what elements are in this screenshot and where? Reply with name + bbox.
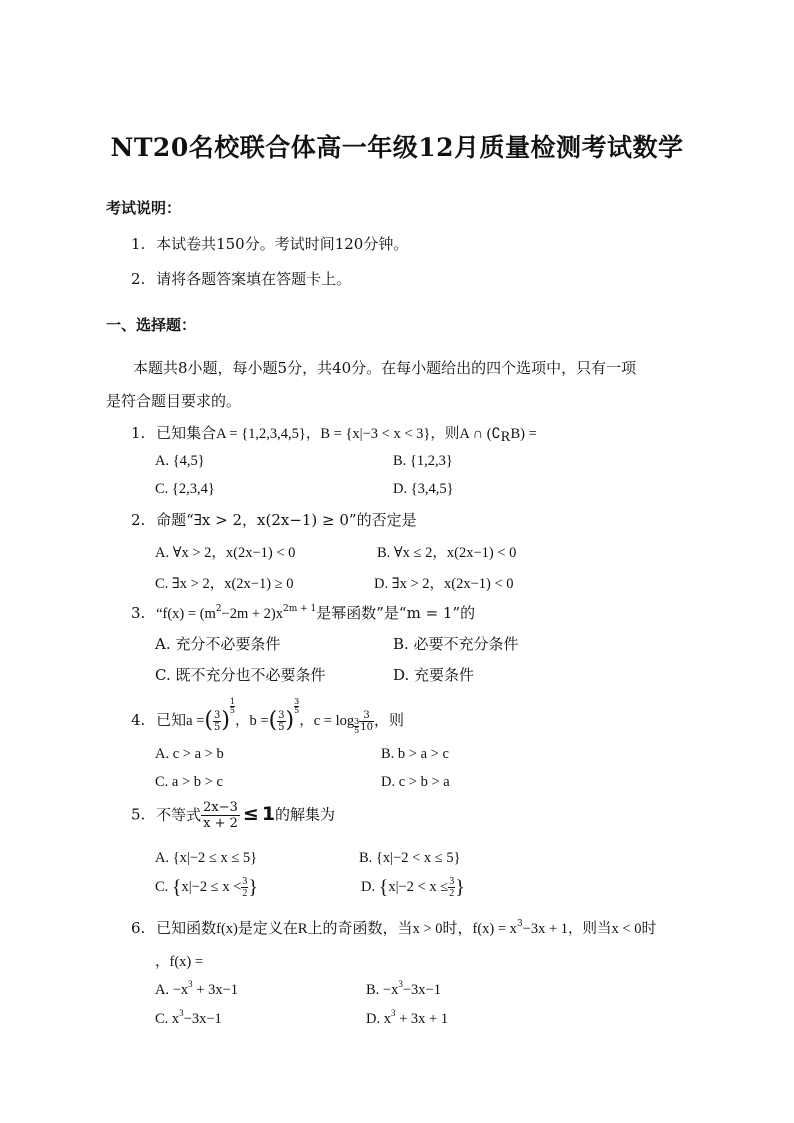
q2-option-b: B. ∀x ≤ 2，x(2x−1) < 0 bbox=[377, 545, 517, 561]
q2-option-d: D. ∃x > 2，x(2x−1) < 0 bbox=[374, 576, 514, 592]
question-number: 5. bbox=[131, 805, 146, 824]
question-1-stem: 1. 已知集合A = {1,2,3,4,5}，B = {x|−3 < x < 3}，则A ∩ $(∁_RB)$ = bbox=[131, 424, 537, 445]
q5-option-a: A. {x|−2 ≤ x ≤ 5} bbox=[155, 850, 258, 866]
q1-option-b: B. {1,2,3} bbox=[393, 453, 453, 469]
section-intro-line2: 是符合题目要求的。 bbox=[106, 392, 242, 410]
question-3-stem: 3. “$f(x) = (m^2-2m + 2)x^{2m + 1}$是幂函数”是“m = 1”的 bbox=[131, 604, 476, 622]
question-2-stem: 2. 命题“∃x > 2，x(2x−1) ≥ 0”的否定是 bbox=[131, 511, 417, 529]
q2-option-c: C. ∃x > 2，x(2x−1) ≥ 0 bbox=[155, 576, 294, 592]
q1-option-a: A. {4,5} bbox=[155, 453, 205, 469]
question-6-stem: 6. 已知函数f(x)是定义在R上的奇函数，当x > 0时，$f(x) = x^3-3x + 1$，则当x < 0时 bbox=[131, 919, 657, 937]
q4-option-b: B. b > a > c bbox=[381, 746, 449, 762]
q3-option-b: B. 必要不充分条件 bbox=[393, 635, 519, 653]
q4-option-a: A. c > a > b bbox=[155, 746, 224, 762]
question-5-stem: 5. 不等式 $\frac{2x-3}{x + 2}$ ≤ 1的解集为 bbox=[131, 800, 336, 831]
note-text: 请将各题答案填在答题卡上。 bbox=[156, 270, 352, 288]
page-title: NT20名校联合体高一年级12月质量检测考试数学 bbox=[110, 133, 684, 162]
section-heading: 一、选择题： bbox=[106, 316, 197, 334]
note-item-1 bbox=[131, 233, 408, 254]
question-number: 2. bbox=[131, 511, 146, 529]
q4-option-d: D. c > b > a bbox=[381, 774, 450, 790]
q4-option-c: C. a > b > c bbox=[155, 774, 223, 790]
note-number: 1. bbox=[131, 235, 146, 253]
q5-option-d: D. {x|−2 < x ≤ $\frac{3}{2}$ } bbox=[361, 876, 465, 899]
q1-option-c: C. {2,3,4} bbox=[155, 481, 215, 497]
question-4-stem: 4. 已知a =( $\frac{3}{5}$ ) $\frac{1}{5}$ ，b =( $\frac{3}{5}$ ) $\frac{3}{5}$ ，c = log $\frac{3}{5}$ $\frac{3}{10}$ ，则 bbox=[131, 697, 404, 735]
question-number: 3. bbox=[131, 604, 146, 622]
question-number: 6. bbox=[131, 919, 146, 937]
q2-option-a: A. ∀x > 2，x(2x−1) < 0 bbox=[155, 545, 296, 561]
note-number: 2. bbox=[131, 270, 146, 288]
q1-option-d: D. {3,4,5} bbox=[393, 481, 454, 497]
exam-notes-heading: 考试说明： bbox=[106, 199, 182, 217]
q3-option-c: C. 既不充分也不必要条件 bbox=[155, 666, 326, 684]
question-number: 1. bbox=[131, 424, 146, 442]
q3-option-a: A. 充分不必要条件 bbox=[155, 635, 281, 653]
q5-option-c: C. {x|−2 ≤ x < $\frac{3}{2}$ } bbox=[155, 876, 258, 899]
section-intro-line1: 本题共8小题，每小题5分，共40分。在每小题给出的四个选项中，只有一项 bbox=[133, 359, 637, 377]
question-6-stem-line2: ，f(x) = bbox=[155, 954, 204, 970]
q6-option-d: D. $x^3 + 3x + 1$ bbox=[366, 1008, 449, 1027]
note-item-2 bbox=[131, 268, 351, 289]
q6-option-c: C. $x^3-3x-1$ bbox=[155, 1008, 222, 1027]
q6-option-a: A. $-x^3 + 3x-1$ bbox=[155, 979, 239, 998]
q6-option-b: B. $-x^3-3x-1$ bbox=[366, 979, 441, 998]
q5-option-b: B. {x|−2 < x ≤ 5} bbox=[359, 850, 461, 866]
q3-option-d: D. 充要条件 bbox=[393, 666, 475, 684]
question-number: 4. bbox=[131, 711, 146, 729]
note-text: 本试卷共150分。考试时间120分钟。 bbox=[156, 235, 409, 253]
